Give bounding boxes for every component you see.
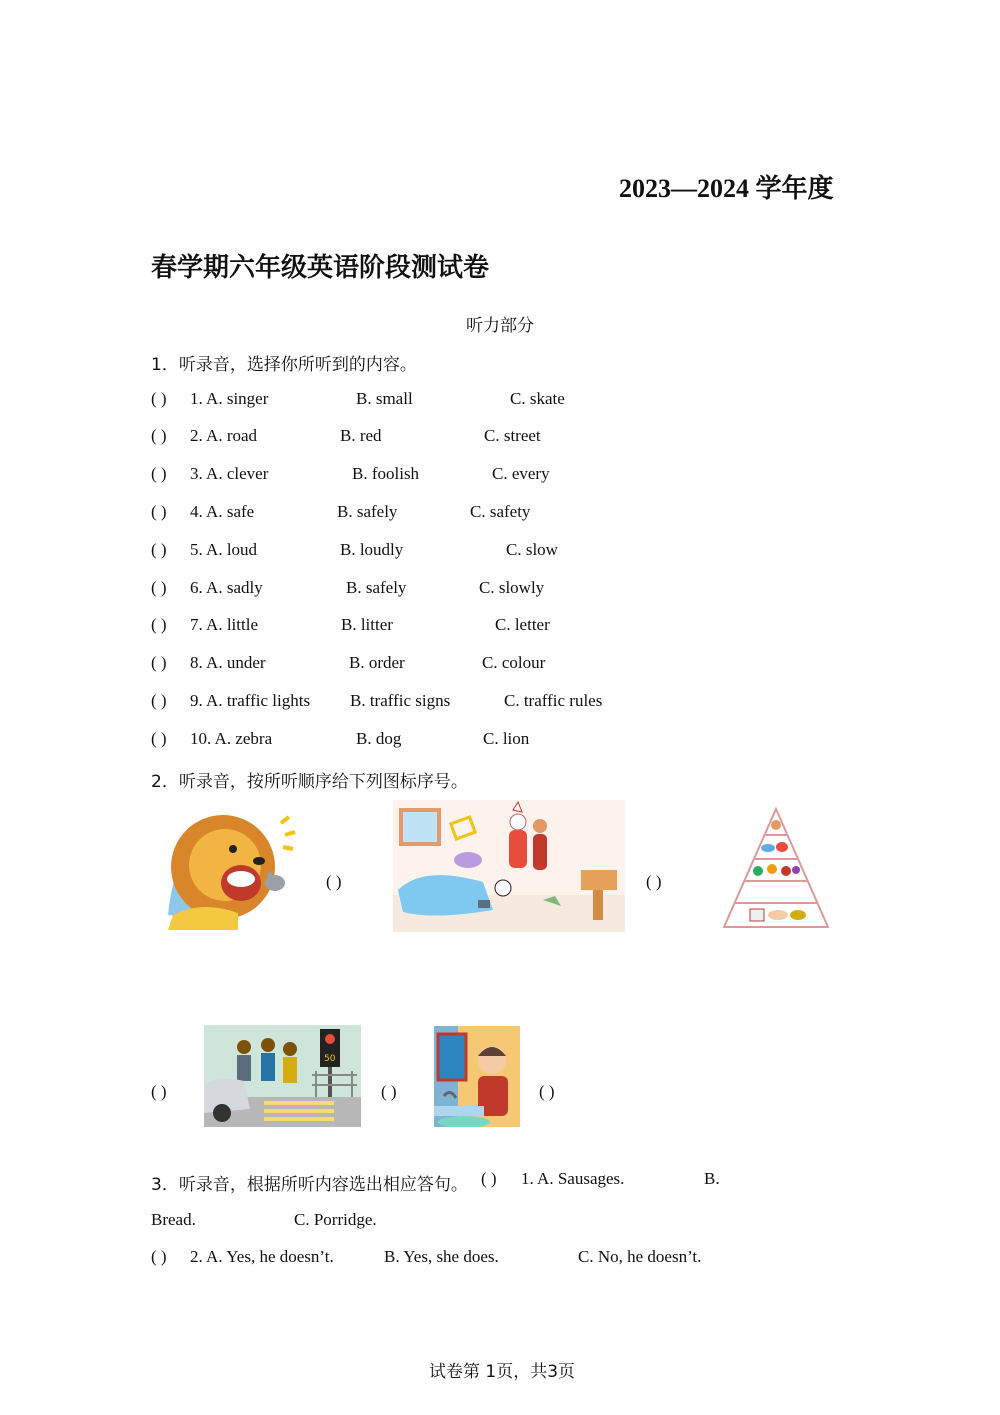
picture-4-blank[interactable]: ( ) (381, 1082, 397, 1101)
option-c: C. traffic rules (504, 691, 603, 710)
option-a: 9. A. traffic lights (190, 691, 311, 710)
lion-picture (163, 805, 303, 930)
picture-3-blank[interactable]: ( ) (151, 1082, 167, 1101)
option-b: B. loudly (340, 540, 404, 559)
option-c: C. slowly (479, 578, 545, 597)
option-b: B. litter (341, 615, 393, 634)
answer-blank[interactable]: ( ) (151, 729, 167, 748)
signal-countdown: 50 (324, 1054, 336, 1064)
option-c: C. safety (470, 502, 531, 521)
answer-blank[interactable]: ( ) (151, 426, 167, 445)
part3-q1-blank[interactable]: ( ) (481, 1169, 497, 1188)
option-a: 1. A. singer (190, 389, 269, 408)
option-b: B. dog (356, 729, 402, 748)
picture-2-blank[interactable]: ( ) (646, 872, 662, 891)
answer-blank[interactable]: ( ) (151, 615, 167, 634)
part3-q1-option-c: C. Porridge. (294, 1210, 377, 1229)
option-a: 10. A. zebra (190, 729, 273, 748)
section-heading: 听力部分 (466, 316, 534, 336)
option-c: C. slow (506, 540, 558, 559)
part1-instruction: 1．听录音，选择你所听到的内容。 (151, 355, 417, 375)
exam-title: 春学期六年级英语阶段测试卷 (151, 253, 490, 282)
messy-room-picture (393, 800, 625, 932)
option-b: B. traffic signs (350, 691, 451, 710)
part3-q2-option-b: B. Yes, she does. (384, 1247, 499, 1266)
option-c: C. letter (495, 615, 550, 634)
picture-5-blank[interactable]: ( ) (539, 1082, 555, 1101)
option-c: C. street (484, 426, 541, 445)
answer-blank[interactable]: ( ) (151, 540, 167, 559)
option-a: 5. A. loud (190, 540, 258, 559)
part3-instruction: 3．听录音，根据所听内容选出相应答句。 (151, 1175, 468, 1195)
option-c: C. lion (483, 729, 530, 748)
part3-q1-option-b-text: Bread. (151, 1210, 196, 1229)
option-a: 8. A. under (190, 653, 266, 672)
part2-instruction: 2．听录音，按所听顺序给下列图标序号。 (151, 772, 468, 792)
answer-blank[interactable]: ( ) (151, 389, 167, 408)
option-b: B. safely (346, 578, 407, 597)
part3-q1-option-b-label: B. (704, 1169, 720, 1188)
answer-blank[interactable]: ( ) (151, 502, 167, 521)
answer-blank[interactable]: ( ) (151, 653, 167, 672)
part3-q2-option-a: 2. A. Yes, he doesn’t. (190, 1247, 334, 1266)
answer-blank[interactable]: ( ) (151, 691, 167, 710)
part3-q2-option-c: C. No, he doesn’t. (578, 1247, 702, 1266)
option-a: 7. A. little (190, 615, 258, 634)
option-c: C. colour (482, 653, 546, 672)
option-b: B. order (349, 653, 405, 672)
option-b: B. red (340, 426, 382, 445)
picture-1-blank[interactable]: ( ) (326, 872, 342, 891)
option-b: B. small (356, 389, 413, 408)
food-pyramid-picture (720, 805, 832, 929)
option-c: C. every (492, 464, 550, 483)
traffic-crossing-picture (204, 1025, 361, 1127)
page-footer: 试卷第 1页，共3页 (429, 1362, 576, 1382)
school-year: 2023—2024 学年度 (619, 174, 834, 203)
option-a: 2. A. road (190, 426, 258, 445)
boy-washing-picture (434, 1026, 520, 1127)
option-b: B. safely (337, 502, 398, 521)
answer-blank[interactable]: ( ) (151, 578, 167, 597)
option-c: C. skate (510, 389, 565, 408)
option-a: 3. A. clever (190, 464, 269, 483)
answer-blank[interactable]: ( ) (151, 464, 167, 483)
option-b: B. foolish (352, 464, 420, 483)
option-a: 4. A. safe (190, 502, 255, 521)
part3-q2-blank[interactable]: ( ) (151, 1247, 167, 1266)
option-a: 6. A. sadly (190, 578, 263, 597)
part3-q1-option-a: 1. A. Sausages. (521, 1169, 625, 1188)
